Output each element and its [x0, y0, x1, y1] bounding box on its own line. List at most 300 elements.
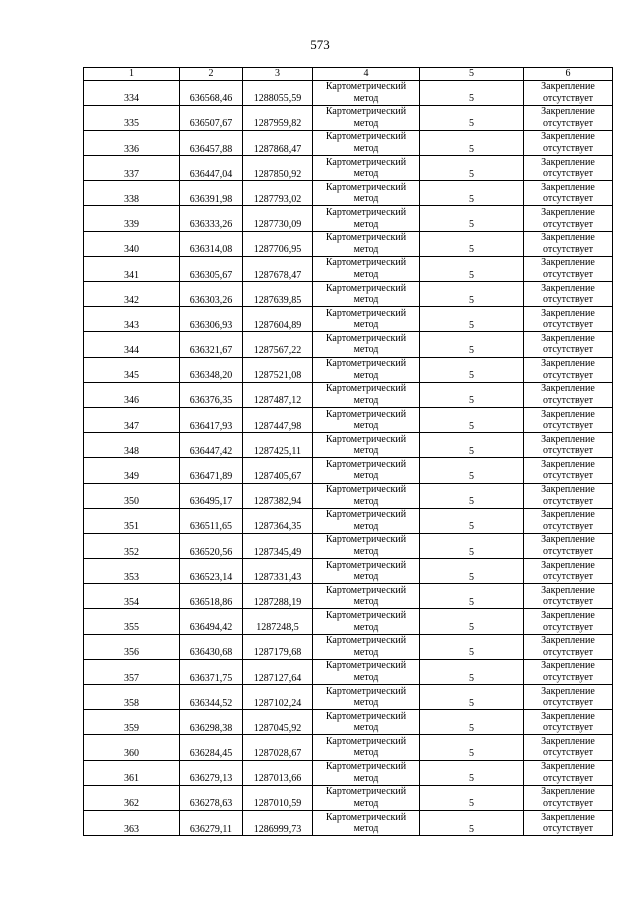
point-number-cell: 363 — [84, 810, 180, 835]
point-number-cell: 334 — [84, 80, 180, 105]
x-coordinate-cell: 636376,35 — [180, 382, 243, 407]
method-cell — [313, 634, 420, 659]
accuracy-cell: 5 — [420, 483, 524, 508]
accuracy-cell: 5 — [420, 130, 524, 155]
fixation-line-1: Закрепление — [541, 509, 595, 521]
method-line-1: Картометрический — [325, 282, 407, 294]
point-number-cell: 362 — [84, 785, 180, 810]
x-coordinate-cell: 636348,20 — [180, 357, 243, 382]
x-coordinate-cell: 636279,11 — [180, 810, 243, 835]
coordinates-table — [83, 67, 613, 836]
fixation-cell — [524, 433, 613, 458]
x-coordinate-cell: 636371,75 — [180, 659, 243, 684]
page-number: 573 — [310, 37, 330, 52]
fixation-cell — [524, 584, 613, 609]
method-line-2: метод — [353, 445, 379, 457]
method-line-2: метод — [353, 142, 379, 154]
method-cell — [313, 407, 420, 432]
y-coordinate-cell: 1287045,92 — [243, 710, 313, 735]
method-line-1: Картометрический — [325, 458, 407, 470]
point-number-cell: 337 — [84, 156, 180, 181]
accuracy-cell: 5 — [420, 307, 524, 332]
fixation-line-1: Закрепление — [541, 635, 595, 647]
fixation-line-1: Закрепление — [541, 433, 595, 445]
table-body — [84, 80, 613, 836]
table-row — [84, 433, 613, 458]
table-row — [84, 810, 613, 835]
method-line-1: Картометрический — [325, 257, 407, 269]
fixation-line-1: Закрепление — [541, 257, 595, 269]
fixation-cell — [524, 483, 613, 508]
method-cell — [313, 533, 420, 558]
table-row — [84, 584, 613, 609]
method-line-1: Картометрический — [325, 584, 407, 596]
fixation-line-2: отсутствует — [542, 671, 594, 683]
method-line-1: Картометрический — [325, 106, 407, 118]
x-coordinate-cell: 636284,45 — [180, 735, 243, 760]
point-number-cell: 341 — [84, 256, 180, 281]
x-coordinate-cell: 636321,67 — [180, 332, 243, 357]
method-line-2: метод — [353, 117, 379, 129]
accuracy-cell: 5 — [420, 382, 524, 407]
method-cell — [313, 433, 420, 458]
method-cell — [313, 332, 420, 357]
method-cell — [313, 80, 420, 105]
method-line-1: Картометрический — [325, 156, 407, 168]
fixation-cell — [524, 256, 613, 281]
y-coordinate-cell: 1287179,68 — [243, 634, 313, 659]
method-line-2: метод — [353, 344, 379, 356]
method-cell — [313, 357, 420, 382]
point-number-cell: 360 — [84, 735, 180, 760]
fixation-line-2: отсутствует — [542, 218, 594, 230]
method-cell — [313, 559, 420, 584]
method-line-2: метод — [353, 470, 379, 482]
fixation-line-2: отсутствует — [542, 294, 594, 306]
method-cell — [313, 735, 420, 760]
method-line-1: Картометрический — [325, 307, 407, 319]
method-line-1: Картометрический — [325, 81, 407, 93]
x-coordinate-cell: 636520,56 — [180, 533, 243, 558]
fixation-cell — [524, 634, 613, 659]
table-row — [84, 785, 613, 810]
fixation-line-2: отсутствует — [542, 646, 594, 658]
fixation-line-1: Закрепление — [541, 660, 595, 672]
method-cell — [313, 659, 420, 684]
method-cell — [313, 256, 420, 281]
y-coordinate-cell: 1287102,24 — [243, 685, 313, 710]
accuracy-cell: 5 — [420, 659, 524, 684]
method-line-1: Картометрический — [325, 181, 407, 193]
fixation-cell — [524, 659, 613, 684]
fixation-line-2: отсутствует — [542, 193, 594, 205]
x-coordinate-cell: 636298,38 — [180, 710, 243, 735]
fixation-line-2: отсутствует — [542, 117, 594, 129]
y-coordinate-cell: 1287959,82 — [243, 105, 313, 130]
x-coordinate-cell: 636568,46 — [180, 80, 243, 105]
method-line-2: метод — [353, 747, 379, 759]
method-cell — [313, 206, 420, 231]
fixation-cell — [524, 710, 613, 735]
method-line-2: метод — [353, 243, 379, 255]
method-line-2: метод — [353, 772, 379, 784]
method-line-1: Картометрический — [325, 635, 407, 647]
x-coordinate-cell: 636471,89 — [180, 458, 243, 483]
header-col-5: 5 — [420, 68, 524, 81]
x-coordinate-cell: 636306,93 — [180, 307, 243, 332]
x-coordinate-cell: 636507,67 — [180, 105, 243, 130]
fixation-cell — [524, 508, 613, 533]
point-number-cell: 340 — [84, 231, 180, 256]
method-cell — [313, 810, 420, 835]
method-line-1: Картометрический — [325, 811, 407, 823]
method-line-1: Картометрический — [325, 610, 407, 622]
x-coordinate-cell: 636305,67 — [180, 256, 243, 281]
point-number-cell: 353 — [84, 559, 180, 584]
x-coordinate-cell: 636314,08 — [180, 231, 243, 256]
table-header — [84, 68, 613, 81]
method-line-2: метод — [353, 646, 379, 658]
y-coordinate-cell: 1288055,59 — [243, 80, 313, 105]
fixation-line-2: отсутствует — [542, 445, 594, 457]
x-coordinate-cell: 636518,86 — [180, 584, 243, 609]
method-line-2: метод — [353, 797, 379, 809]
accuracy-cell: 5 — [420, 710, 524, 735]
table-row — [84, 483, 613, 508]
y-coordinate-cell: 1287331,43 — [243, 559, 313, 584]
point-number-cell: 336 — [84, 130, 180, 155]
method-line-2: метод — [353, 571, 379, 583]
point-number-cell: 359 — [84, 710, 180, 735]
x-coordinate-cell: 636391,98 — [180, 181, 243, 206]
accuracy-cell: 5 — [420, 785, 524, 810]
method-cell — [313, 130, 420, 155]
method-line-2: метод — [353, 168, 379, 180]
fixation-cell — [524, 559, 613, 584]
fixation-line-2: отсутствует — [542, 596, 594, 608]
x-coordinate-cell: 636278,63 — [180, 785, 243, 810]
accuracy-cell: 5 — [420, 533, 524, 558]
accuracy-cell: 5 — [420, 357, 524, 382]
y-coordinate-cell: 1287706,95 — [243, 231, 313, 256]
y-coordinate-cell: 1287521,08 — [243, 357, 313, 382]
y-coordinate-cell: 1287382,94 — [243, 483, 313, 508]
method-line-1: Картометрический — [325, 383, 407, 395]
point-number-cell: 361 — [84, 760, 180, 785]
fixation-line-1: Закрепление — [541, 131, 595, 143]
accuracy-cell: 5 — [420, 760, 524, 785]
accuracy-cell: 5 — [420, 105, 524, 130]
fixation-line-2: отсутствует — [542, 344, 594, 356]
fixation-line-2: отсутствует — [542, 747, 594, 759]
y-coordinate-cell: 1287345,49 — [243, 533, 313, 558]
fixation-cell — [524, 206, 613, 231]
method-cell — [313, 156, 420, 181]
method-line-2: метод — [353, 420, 379, 432]
method-line-1: Картометрический — [325, 232, 407, 244]
fixation-line-2: отсутствует — [542, 142, 594, 154]
fixation-line-2: отсутствует — [542, 369, 594, 381]
fixation-line-1: Закрепление — [541, 710, 595, 722]
fixation-cell — [524, 533, 613, 558]
accuracy-cell: 5 — [420, 332, 524, 357]
fixation-line-1: Закрепление — [541, 685, 595, 697]
x-coordinate-cell: 636344,52 — [180, 685, 243, 710]
method-cell — [313, 584, 420, 609]
header-col-3: 3 — [243, 68, 313, 81]
fixation-line-1: Закрепление — [541, 610, 595, 622]
accuracy-cell: 5 — [420, 685, 524, 710]
y-coordinate-cell: 1287447,98 — [243, 407, 313, 432]
fixation-line-2: отсутствует — [542, 545, 594, 557]
accuracy-cell: 5 — [420, 80, 524, 105]
method-line-2: метод — [353, 319, 379, 331]
fixation-line-2: отсутствует — [542, 772, 594, 784]
method-cell — [313, 685, 420, 710]
table-row — [84, 609, 613, 634]
table-row — [84, 760, 613, 785]
fixation-line-2: отсутствует — [542, 823, 594, 835]
point-number-cell: 335 — [84, 105, 180, 130]
point-number-cell: 348 — [84, 433, 180, 458]
y-coordinate-cell: 1287868,47 — [243, 130, 313, 155]
y-coordinate-cell: 1287425,11 — [243, 433, 313, 458]
accuracy-cell: 5 — [420, 458, 524, 483]
fixation-cell — [524, 609, 613, 634]
fixation-cell — [524, 735, 613, 760]
fixation-line-2: отсутствует — [542, 495, 594, 507]
fixation-cell — [524, 382, 613, 407]
table-row — [84, 231, 613, 256]
fixation-cell — [524, 785, 613, 810]
method-cell — [313, 710, 420, 735]
fixation-line-1: Закрепление — [541, 106, 595, 118]
table-row — [84, 710, 613, 735]
fixation-cell — [524, 307, 613, 332]
table-row — [84, 685, 613, 710]
fixation-cell — [524, 282, 613, 307]
table-row — [84, 659, 613, 684]
y-coordinate-cell: 1287730,09 — [243, 206, 313, 231]
fixation-cell — [524, 231, 613, 256]
x-coordinate-cell: 636417,93 — [180, 407, 243, 432]
point-number-cell: 354 — [84, 584, 180, 609]
point-number-cell: 338 — [84, 181, 180, 206]
table-row — [84, 332, 613, 357]
method-line-2: метод — [353, 394, 379, 406]
table-row — [84, 130, 613, 155]
fixation-line-1: Закрепление — [541, 207, 595, 219]
fixation-line-1: Закрепление — [541, 332, 595, 344]
accuracy-cell: 5 — [420, 584, 524, 609]
method-line-2: метод — [353, 823, 379, 835]
header-col-4: 4 — [313, 68, 420, 81]
table-row — [84, 533, 613, 558]
point-number-cell: 345 — [84, 357, 180, 382]
fixation-line-2: отсутствует — [542, 394, 594, 406]
table-row — [84, 80, 613, 105]
accuracy-cell: 5 — [420, 407, 524, 432]
fixation-line-1: Закрепление — [541, 383, 595, 395]
point-number-cell: 343 — [84, 307, 180, 332]
accuracy-cell: 5 — [420, 433, 524, 458]
accuracy-cell: 5 — [420, 810, 524, 835]
accuracy-cell: 5 — [420, 508, 524, 533]
method-line-2: метод — [353, 697, 379, 709]
fixation-line-2: отсутствует — [542, 621, 594, 633]
point-number-cell: 339 — [84, 206, 180, 231]
point-number-cell: 358 — [84, 685, 180, 710]
fixation-line-2: отсутствует — [542, 92, 594, 104]
method-cell — [313, 458, 420, 483]
fixation-line-2: отсутствует — [542, 319, 594, 331]
method-line-1: Картометрический — [325, 761, 407, 773]
header-col-6: 6 — [524, 68, 613, 81]
method-cell — [313, 609, 420, 634]
fixation-line-2: отсутствует — [542, 797, 594, 809]
y-coordinate-cell: 1287405,67 — [243, 458, 313, 483]
table-row — [84, 407, 613, 432]
fixation-cell — [524, 332, 613, 357]
point-number-cell: 350 — [84, 483, 180, 508]
x-coordinate-cell: 636523,14 — [180, 559, 243, 584]
fixation-line-1: Закрепление — [541, 484, 595, 496]
fixation-line-2: отсутствует — [542, 168, 594, 180]
method-cell — [313, 231, 420, 256]
method-line-2: метод — [353, 369, 379, 381]
fixation-cell — [524, 357, 613, 382]
table-row — [84, 357, 613, 382]
fixation-cell — [524, 130, 613, 155]
fixation-line-1: Закрепление — [541, 156, 595, 168]
fixation-cell — [524, 458, 613, 483]
fixation-cell — [524, 156, 613, 181]
method-line-2: метод — [353, 218, 379, 230]
table-row — [84, 458, 613, 483]
header-col-1: 1 — [84, 68, 180, 81]
method-cell — [313, 483, 420, 508]
y-coordinate-cell: 1287028,67 — [243, 735, 313, 760]
fixation-line-2: отсутствует — [542, 470, 594, 482]
method-line-1: Картометрический — [325, 735, 407, 747]
method-line-1: Картометрический — [325, 131, 407, 143]
method-cell — [313, 105, 420, 130]
y-coordinate-cell: 1286999,73 — [243, 810, 313, 835]
table-row — [84, 634, 613, 659]
fixation-line-1: Закрепление — [541, 735, 595, 747]
fixation-cell — [524, 407, 613, 432]
accuracy-cell: 5 — [420, 559, 524, 584]
table-row — [84, 206, 613, 231]
table-row — [84, 282, 613, 307]
accuracy-cell: 5 — [420, 206, 524, 231]
fixation-line-1: Закрепление — [541, 811, 595, 823]
table-row — [84, 307, 613, 332]
point-number-cell: 357 — [84, 659, 180, 684]
fixation-line-2: отсутствует — [542, 268, 594, 280]
point-number-cell: 346 — [84, 382, 180, 407]
method-line-2: метод — [353, 268, 379, 280]
method-cell — [313, 307, 420, 332]
fixation-line-2: отсутствует — [542, 420, 594, 432]
method-line-2: метод — [353, 596, 379, 608]
accuracy-cell: 5 — [420, 156, 524, 181]
accuracy-cell: 5 — [420, 231, 524, 256]
y-coordinate-cell: 1287288,19 — [243, 584, 313, 609]
fixation-line-1: Закрепление — [541, 584, 595, 596]
header-row — [84, 68, 613, 81]
method-line-1: Картометрический — [325, 484, 407, 496]
table-row — [84, 735, 613, 760]
method-line-1: Картометрический — [325, 660, 407, 672]
fixation-line-2: отсутствует — [542, 697, 594, 709]
y-coordinate-cell: 1287639,85 — [243, 282, 313, 307]
fixation-line-2: отсутствует — [542, 243, 594, 255]
method-line-1: Картометрический — [325, 786, 407, 798]
fixation-line-1: Закрепление — [541, 408, 595, 420]
method-line-2: метод — [353, 621, 379, 633]
y-coordinate-cell: 1287793,02 — [243, 181, 313, 206]
method-line-1: Картометрический — [325, 207, 407, 219]
fixation-line-1: Закрепление — [541, 282, 595, 294]
method-line-2: метод — [353, 193, 379, 205]
fixation-cell — [524, 105, 613, 130]
method-line-2: метод — [353, 545, 379, 557]
fixation-line-1: Закрепление — [541, 786, 595, 798]
method-line-2: метод — [353, 495, 379, 507]
accuracy-cell: 5 — [420, 634, 524, 659]
x-coordinate-cell: 636279,13 — [180, 760, 243, 785]
fixation-line-1: Закрепление — [541, 81, 595, 93]
accuracy-cell: 5 — [420, 609, 524, 634]
point-number-cell: 352 — [84, 533, 180, 558]
method-line-2: метод — [353, 520, 379, 532]
x-coordinate-cell: 636447,42 — [180, 433, 243, 458]
method-line-2: метод — [353, 671, 379, 683]
point-number-cell: 344 — [84, 332, 180, 357]
fixation-line-1: Закрепление — [541, 307, 595, 319]
y-coordinate-cell: 1287248,5 — [243, 609, 313, 634]
method-line-1: Картометрический — [325, 534, 407, 546]
fixation-line-1: Закрепление — [541, 559, 595, 571]
x-coordinate-cell: 636494,42 — [180, 609, 243, 634]
fixation-line-1: Закрепление — [541, 761, 595, 773]
method-cell — [313, 760, 420, 785]
point-number-cell: 342 — [84, 282, 180, 307]
point-number-cell: 347 — [84, 407, 180, 432]
method-line-2: метод — [353, 92, 379, 104]
fixation-line-1: Закрепление — [541, 458, 595, 470]
method-line-1: Картометрический — [325, 408, 407, 420]
method-cell — [313, 508, 420, 533]
x-coordinate-cell: 636430,68 — [180, 634, 243, 659]
method-cell — [313, 382, 420, 407]
point-number-cell: 351 — [84, 508, 180, 533]
table-row — [84, 105, 613, 130]
method-line-1: Картометрический — [325, 710, 407, 722]
table-row — [84, 508, 613, 533]
fixation-cell — [524, 760, 613, 785]
fixation-cell — [524, 181, 613, 206]
fixation-line-2: отсутствует — [542, 722, 594, 734]
method-cell — [313, 181, 420, 206]
fixation-cell — [524, 80, 613, 105]
x-coordinate-cell: 636511,65 — [180, 508, 243, 533]
method-line-1: Картометрический — [325, 332, 407, 344]
point-number-cell: 349 — [84, 458, 180, 483]
x-coordinate-cell: 636303,26 — [180, 282, 243, 307]
y-coordinate-cell: 1287567,22 — [243, 332, 313, 357]
